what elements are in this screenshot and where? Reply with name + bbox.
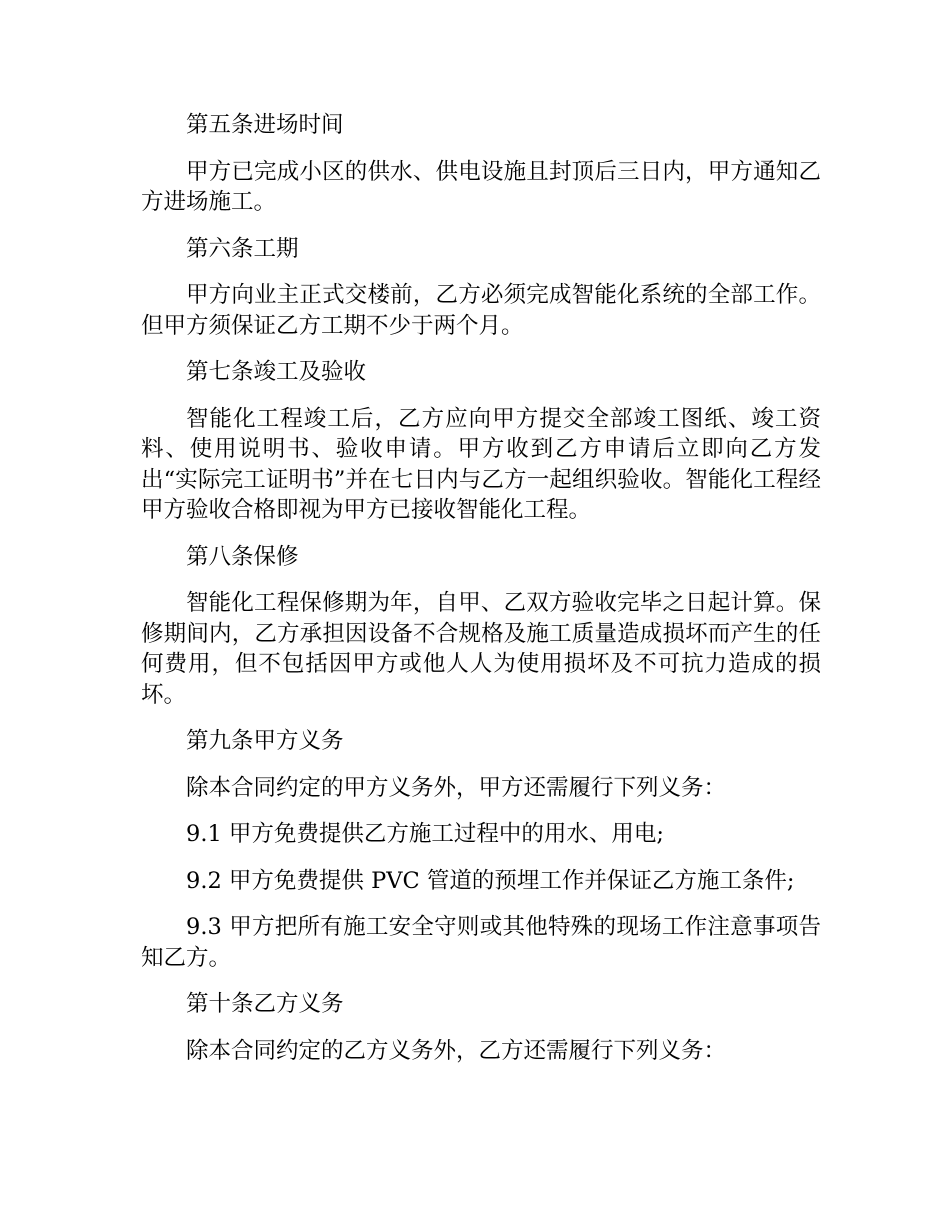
article-5-body: 甲方已完成小区的供水、供电设施且封顶后三日内，甲方通知乙方进场施工。 xyxy=(141,158,821,215)
article-9-intro: 除本合同约定的甲方义务外，甲方还需履行下列义务： xyxy=(186,774,727,801)
article-6-heading: 第六条工期 xyxy=(186,235,299,262)
article-10-intro: 除本合同约定的乙方义务外，乙方还需履行下列义务： xyxy=(186,1037,727,1064)
article-8-body: 智能化工程保修期为年，自甲、乙双方验收完毕之日起计算。保修期间内，乙方承担因设备不合规格及施工质量造成损坏而产生的任何费用，但不包括因甲方或他人人为使用损坏及不可抗力造成的损坏。 xyxy=(141,590,821,708)
article-5-heading: 第五条进场时间 xyxy=(186,112,344,138)
article-10-heading: 第十条乙方义务 xyxy=(186,991,344,1017)
article-9-item-3: 9.3 甲方把所有施工安全守则或其他特殊的现场工作注意事项告知乙方。 xyxy=(141,914,821,971)
article-7-heading: 第七条竣工及验收 xyxy=(186,359,367,385)
article-8-heading: 第八条保修 xyxy=(186,543,299,570)
article-9-heading: 第九条甲方义务 xyxy=(186,728,344,754)
document-page xyxy=(141,110,821,1082)
article-6-body: 甲方向业主正式交楼前，乙方必须完成智能化系统的全部工作。但甲方须保证乙方工期不少于两个月。 xyxy=(141,282,821,339)
article-7-body: 智能化工程竣工后，乙方应向甲方提交全部竣工图纸、竣工资料、使用说明书、验收申请。甲方收到乙方申请后立即向乙方发出“实际完工证明书”并在七日内与乙方一起组织验收。智能化工程经甲方验收合格即视为甲方已接收智能化工程。 xyxy=(141,405,821,523)
article-9-item-1: 9.1 甲方免费提供乙方施工过程中的用水、用电; xyxy=(186,821,665,847)
article-9-item-2: 9.2 甲方免费提供 PVC 管道的预埋工作并保证乙方施工条件; xyxy=(186,867,795,894)
